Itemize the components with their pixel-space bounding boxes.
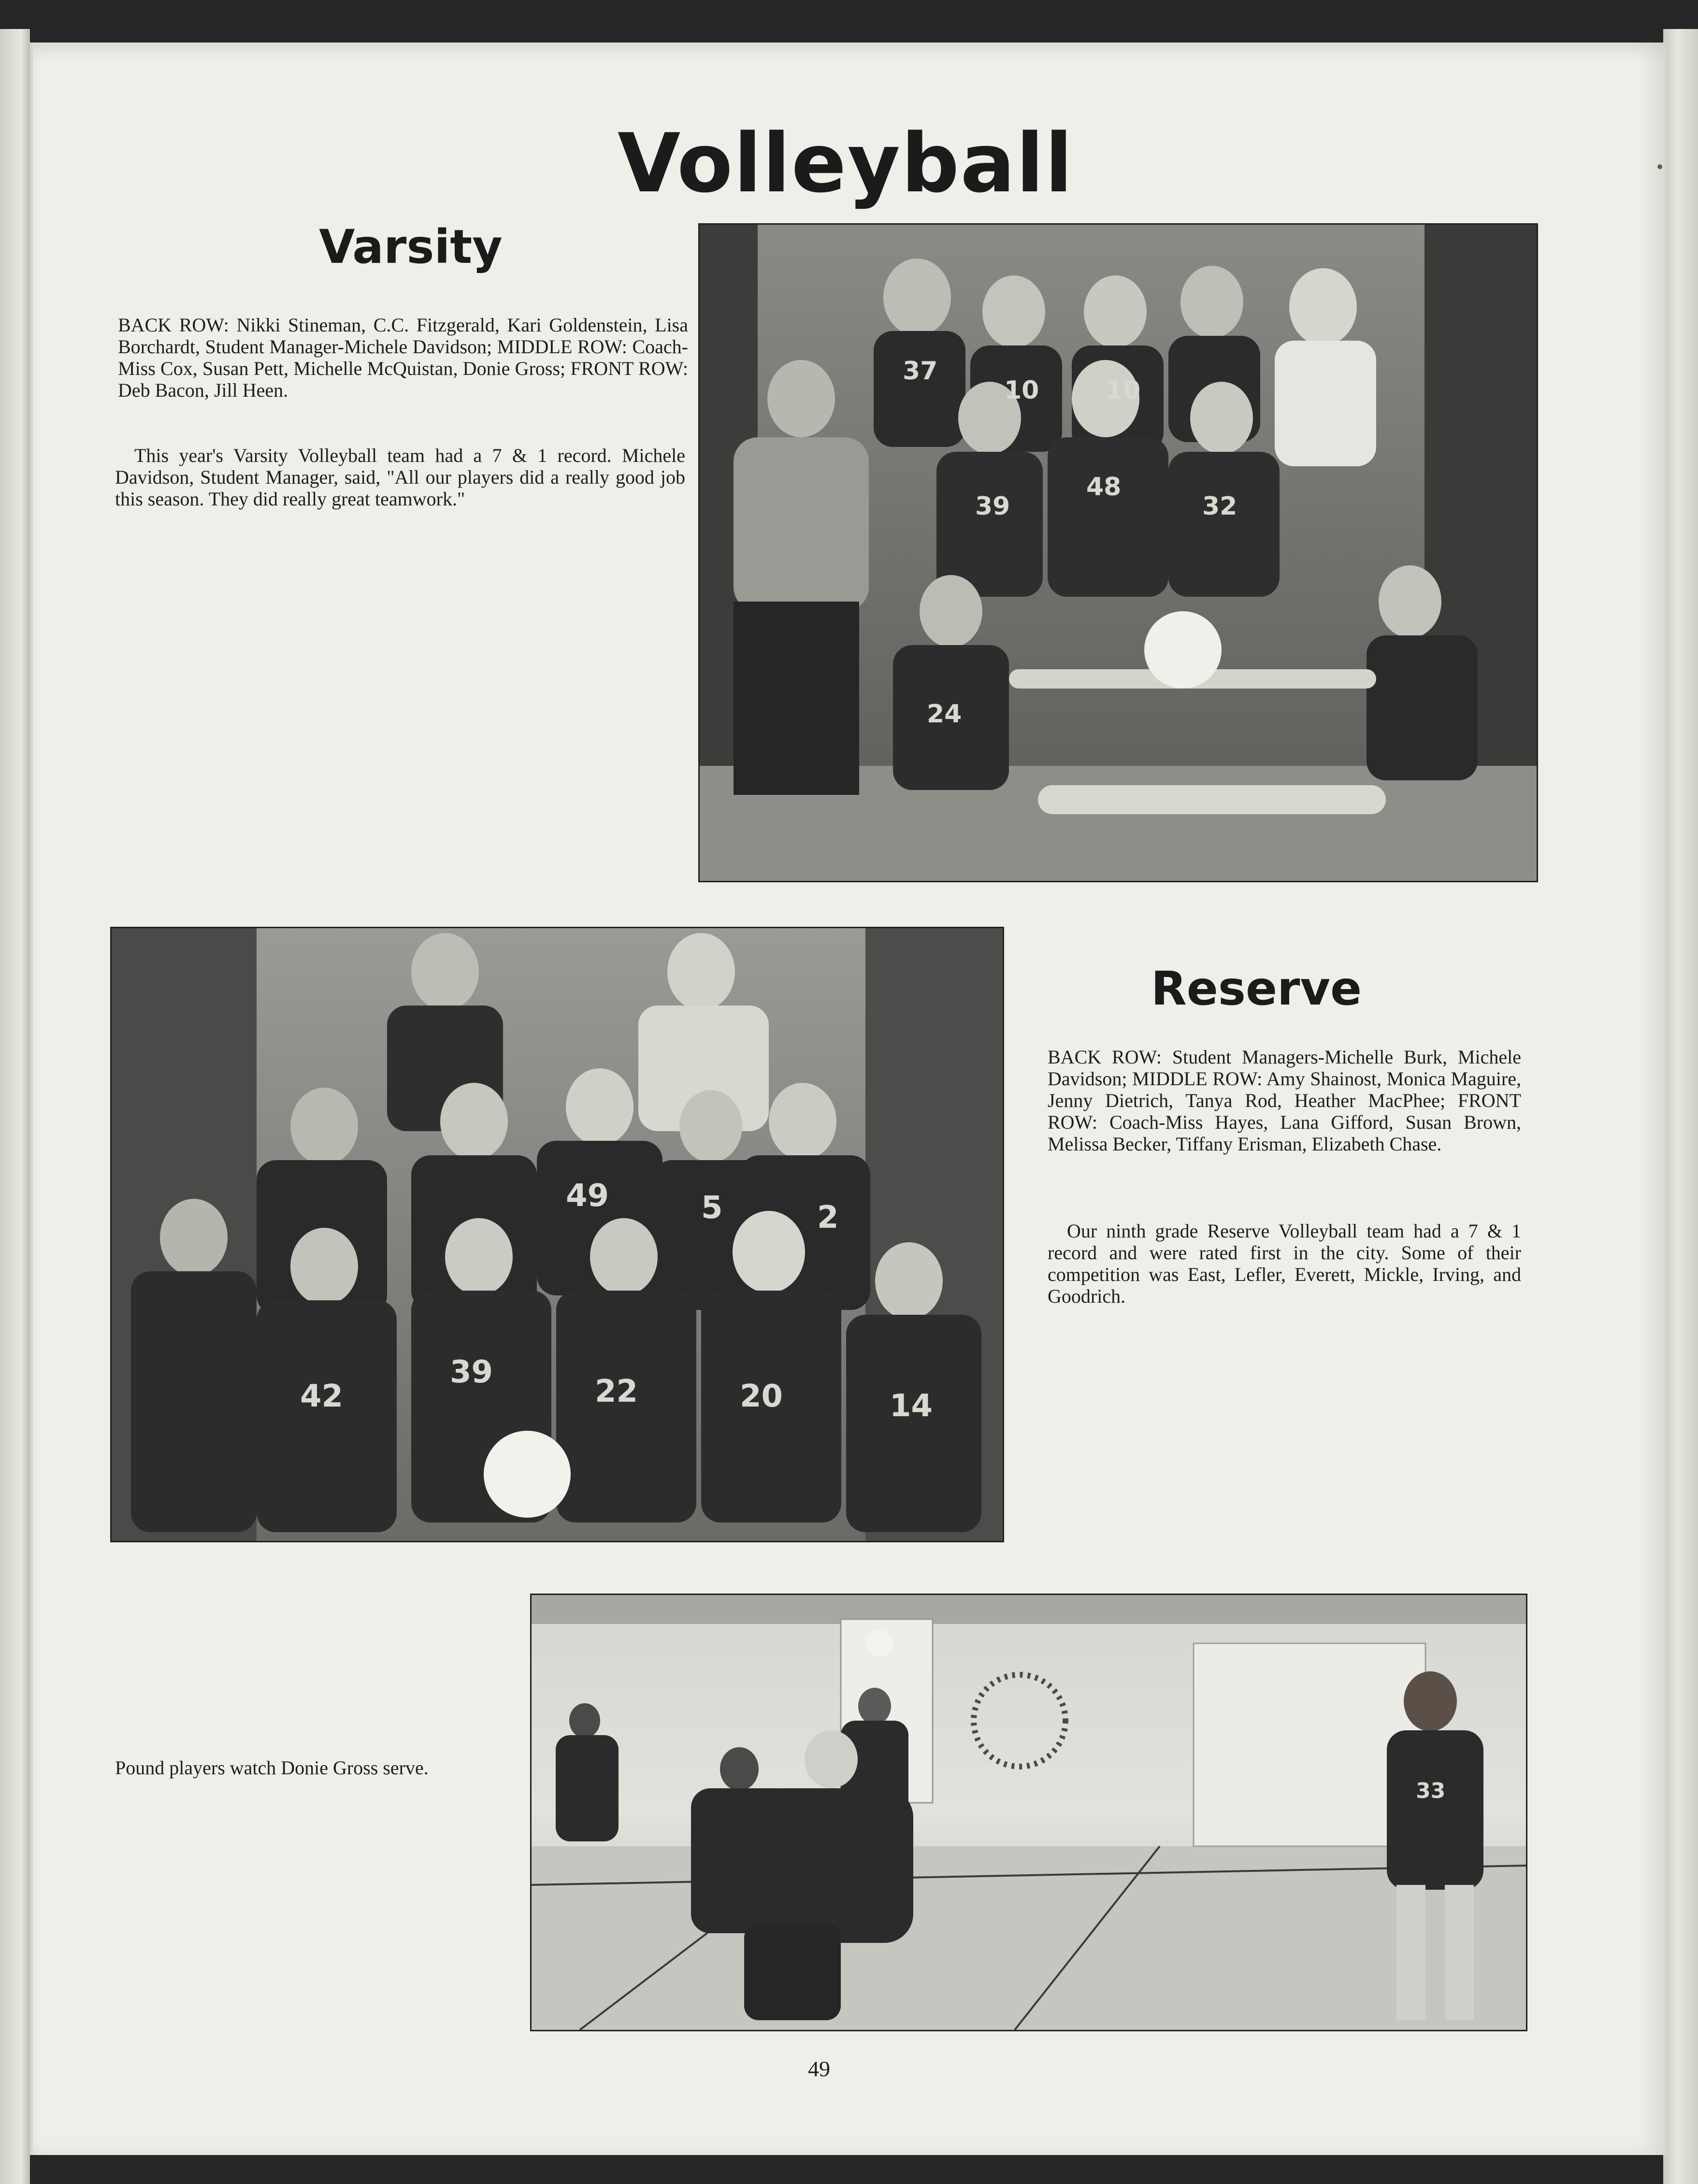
reserve-heading: Reserve <box>1151 962 1362 1016</box>
jersey-number: 10 <box>1004 376 1039 405</box>
jersey-number: 39 <box>450 1354 493 1390</box>
jersey-number: 5 <box>701 1190 723 1226</box>
jersey-number: 39 <box>975 492 1010 521</box>
binding-speck <box>1657 164 1662 169</box>
reserve-summary-text: Our ninth grade Reserve Volleyball team had a 7 & 1 record and were rated first in the city. Some of their competition was East, Lefler, Everett, Mickle, Irving, and Goodrich. <box>1048 1220 1521 1307</box>
page-title: Volleyball <box>618 116 1074 211</box>
jersey-number: 42 <box>300 1379 344 1414</box>
game-action-photo <box>530 1594 1527 2031</box>
jersey-number: 48 <box>1086 473 1122 502</box>
jersey-number: 37 <box>903 357 938 386</box>
reserve-roster-text: BACK ROW: Student Managers-Michelle Burk, Michele Davidson; MIDDLE ROW: Amy Shainost, Monica Maguire, Jenny Dietrich, Tanya Rod, Heather MacPhee; FRONT ROW: Coach-Miss Hayes, Lana Gifford, Susan Brown, Melissa Becker, Tiffany Erisman, Elizabeth Chase. <box>1048 1046 1521 1155</box>
jersey-number: 32 <box>1202 492 1238 521</box>
jersey-number: 33 <box>1416 1779 1446 1803</box>
game-photo-caption: Pound players watch Donie Gross serve. <box>115 1757 429 1779</box>
jersey-number: 22 <box>595 1374 638 1409</box>
varsity-team-photo <box>698 223 1538 882</box>
page-number: 49 <box>808 2056 830 2081</box>
binding-left-edge <box>0 29 30 2184</box>
jersey-number: 2 <box>817 1200 839 1236</box>
jersey-number: 49 <box>566 1178 609 1214</box>
binding-right-edge <box>1663 29 1698 2184</box>
varsity-summary-text: This year's Varsity Volleyball team had a 7 & 1 record. Michele Davidson, Student Manager, said, "All our players did a really good job this season. They did really great teamwork." <box>115 445 685 510</box>
jersey-number: 10 <box>1106 376 1141 405</box>
varsity-heading: Varsity <box>319 220 503 274</box>
jersey-number: 24 <box>927 700 962 729</box>
jersey-number: 20 <box>740 1379 783 1414</box>
varsity-roster-text: BACK ROW: Nikki Stineman, C.C. Fitzgerald, Kari Goldenstein, Lisa Borchardt, Student Manager-Michele Davidson; MIDDLE ROW: Coach-Miss Cox, Susan Pett, Michelle McQuistan, Donie Gross; FRONT ROW: Deb Bacon, Jill Heen. <box>118 314 688 401</box>
jersey-number: 14 <box>890 1388 933 1424</box>
reserve-team-photo <box>110 927 1004 1542</box>
